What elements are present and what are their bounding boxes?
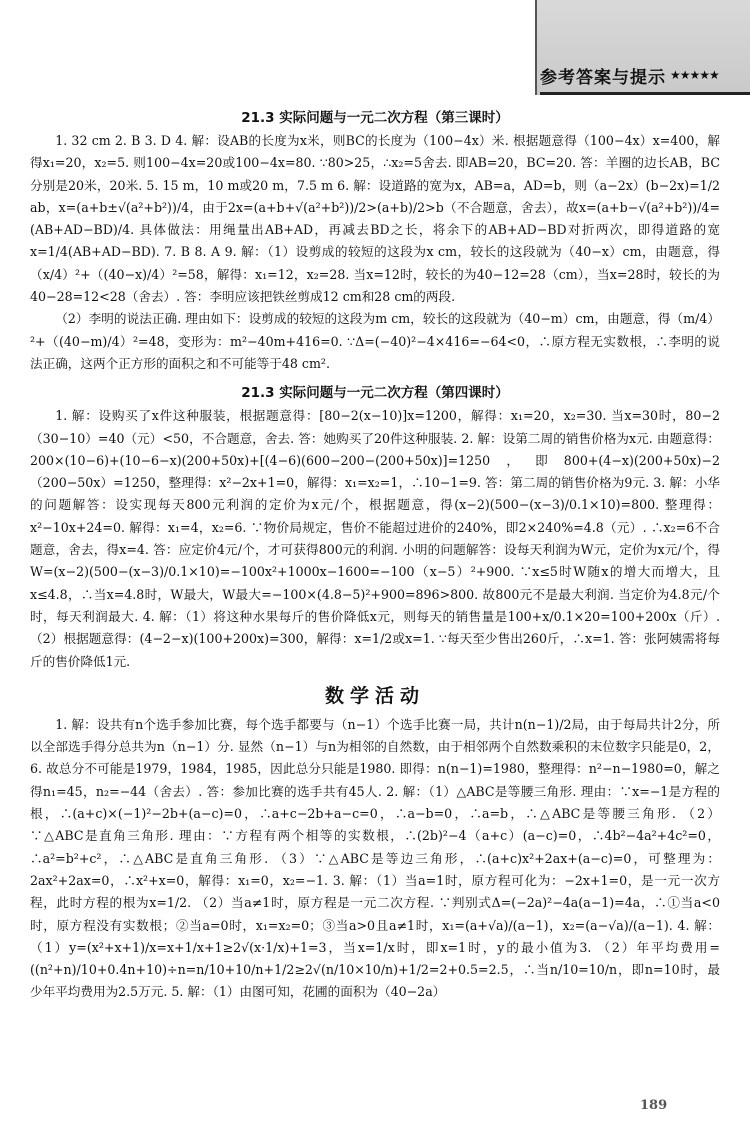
page-number: 189 — [640, 1098, 668, 1113]
section-title-lesson4: 21.3 实际问题与一元二次方程（第四课时） — [241, 385, 509, 402]
header-stars-icon: ★★★★★ — [670, 68, 719, 82]
section-lesson3-paragraph-2: （2）李明的说法正确. 理由如下：设剪成的较短的这段为m cm，较长的这段就为（40−m）cm，由题意，得（m/4）²+（(40−m)/4）²=48，变形为：m²−40m+416=0. ∵Δ=(−40)²−4×416=−64<0，∴原方程无实数根，∴李明的说法正确，这两个正方形的面积之和不可能等于48 cm². — [30, 311, 720, 371]
header-title-text: 参考答案与提示 — [540, 67, 666, 88]
section-title-lesson3: 21.3 实际问题与一元二次方程（第三课时） — [241, 110, 509, 126]
section-activity-paragraph-1: 1. 解：设共有n个选手参加比赛，每个选手都要与（n−1）个选手比赛一局，共计n(n−1)/2局，由于每局共计2分，所以全部选手得分总共为n（n−1）分. 显然（n−1）与n为相邻的自然数，由于相邻两个自然数乘积的末位数字只能是0，2，6. 故总分不可能是1979，1984，1985，因此总分只能是1980. 即得：n(n−1)=1980，整理得：n²−n−1980=0，解之得n₁=45，n₂=−44（舍去）. 答：参加比赛的选手共有45人. 2. 解：（1）△ABC是等腰三角形. 理由：∵x=−1是方程的根，∴(a+c)×(−1)²−2b+(a−c)=0，∴a+c−2b+a−c=0，∴a−b=0，∴a=b，∴△ABC是等腰三角形. （2）∵△ABC是直角三角形. 理由：∵方程有两个相等的实数根，∴(2b)²−4（a+c）(a−c)=0，∴4b²−4a²+4c²=0，∴a²=b²+c²，∴△ABC是直角三角形. （3）∵△ABC是等边三角形，∴(a+c)x²+2ax+(a−c)=0，可整理为：2ax²+2ax=0，∴x²+x=0，解得：x₁=0，x₂=−1. 3. 解：（1）当a=1时，原方程可化为：−2x+1=0，是一元一次方程，此时方程的根为x=1/2. （2）当a≠1时，原方程是一元二次方程. ∵判别式Δ=(−2a)²−4a(a−1)=4a，∴①当a<0时，原方程没有实数根；②当a=0时，x₁=x₂=0；③当a>0且a≠1时，x₁=(a+√a)/(a−1)，x₂=(a−√a)/(a−1). 4. 解：（1）y=(x²+x+1)/x=x+1/x+1≥2√(x·1/x)+1=3，当x=1/x时，即x=1时，y的最小值为3. （2）年平均费用=((n²+n)/10+0.4n+10)÷n=n/10+10/n+1/2≥2√(n/10×10/n)+1/2=2+0.5=2.5，∴当n/10=10/n，即n=10时，最少年平均费用为2.5万元. 5. 解：（1）由图可知，花圃的面积为（40−2a） — [30, 716, 720, 1000]
answer-content — [30, 100, 720, 1004]
section-lesson4-paragraph-1: 1. 解：设购买了x件这种服装，根据题意得：[80−2(x−10)]x=1200，解得：x₁=20，x₂=30. 当x=30时，80−2（30−10）=40（元）<50，不合题意，舍去. 答：她购买了20件这种服装. 2. 解：设第二周的销售价格为x元. 由题意得：200×(10−6)+(10−6−x)(200+50x)+[(4−6)(600−200−(200+50x)]=1250，即800+(4−x)(200+50x)−2（200−50x）=1250，整理得：x²−2x+1=0，解得：x₁=x₂=1，∴10−1=9. 答：第二周的销售价格为9元. 3. 解：小华的问题解答：设实现每天800元利润的定价为x元/个，根据题意，得(x−2)(500−(x−3)/0.1×10)=800. 整理得：x²−10x+24=0. 解得：x₁=4，x₂=6. ∵物价局规定，售价不能超过进价的240%，即2×240%=4.8（元）. ∴x₂=6不合题意，舍去，得x=4. 答：应定价4元/个，才可获得800元的利润. 小明的问题解答：设每天利润为W元，定价为x元/个，得W=(x−2)(500−(x−3)/0.1×10)=−100x²+1000x−1600=−100（x−5）²+900. ∵x≤5时W随x的增大而增大，且x≤4.8，∴当x=4.8时，W最大，W最大=−100×(4.8−5)²+900=896>800. 故800元不是最大利润. 当定价为4.8元/个时，每天利润最大. 4. 解：（1）将这种水果每斤的售价降低x元，则每天的销售量是100+x/0.1×20=100+200x（斤）. （2）根据题意得：(4−2−x)(100+200x)=300，解得：x=1/2或x=1. ∵每天至少售出260斤，∴x=1. 答：张阿姨需将每斤的售价降低1元. — [30, 408, 720, 669]
section-lesson3-paragraph-1: 1. 32 cm 2. B 3. D 4. 解：设AB的长度为x米，则BC的长度为（100−4x）米. 根据题意得（100−4x）x=400，解得x₁=20，x₂=5. 则100−4x=20或100−4x=80. ∵80>25，∴x₂=5舍去. 即AB=20，BC=20. 答：羊圈的边长AB，BC分别是20米，20米. 5. 15 m，10 m或20 m，7.5 m 6. 解：设道路的宽为x，AB=a，AD=b，则（a−2x）(b−2x)=1/2 ab，x=(a+b±√(a²+b²))/4，由于2x=(a+b+√(a²+b²))/2>(a+b)/2>b（不合题意，舍去），故x=(a+b−√(a²+b²))/4=(AB+AD−BD)/4. 具体做法：用绳量出AB+AD，再减去BD之长，将余下的AB+AD−BD对折两次，即得道路的宽x=1/4(AB+AD−BD). 7. B 8. A 9. 解：（1）设剪成的较短的这段为x cm，较长的这段就为（40−x）cm，由题意，得（x/4）²+（(40−x)/4）²=58，解得：x₁=12，x₂=28. 当x=12时，较长的为40−12=28（cm），当x=28时，较长的为40−28=12<28（舍去）. 答：李明应该把铁丝剪成12 cm和28 cm的两段. — [30, 133, 720, 305]
header-title — [540, 58, 750, 95]
section-title-math-activity: 数学活动 — [324, 684, 425, 707]
